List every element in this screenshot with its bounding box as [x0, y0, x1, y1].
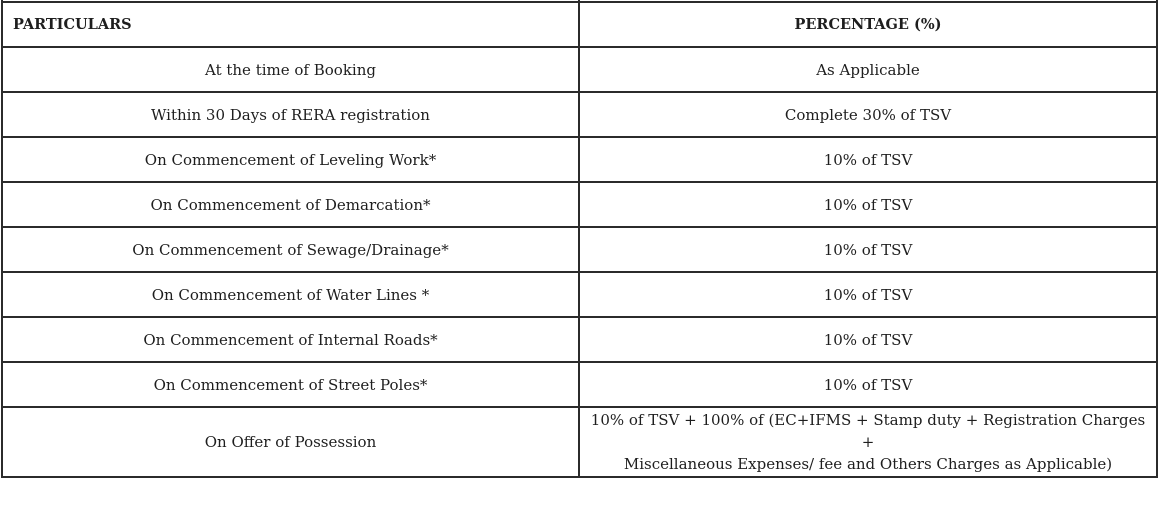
percentage-line: Miscellaneous Expenses/ fee and Others Charges as Applicable)	[623, 455, 1113, 473]
percentage-cell: 10% of TSV	[579, 137, 1157, 182]
table-header-row	[2, 2, 1157, 47]
payment-plan-table	[1, 0, 1158, 478]
percentage-header: PERCENTAGE (%)	[579, 2, 1157, 47]
percentage-line: 10% of TSV + 100% of (EC+IFMS + Stamp duty + Registration Charges +	[590, 411, 1146, 451]
percentage-cell: As Applicable	[579, 47, 1157, 92]
particular-cell: At the time of Booking	[2, 47, 579, 92]
particular-cell: Within 30 Days of RERA registration	[2, 92, 579, 137]
particular-cell: On Commencement of Water Lines *	[2, 272, 579, 317]
table-row	[2, 47, 1157, 92]
percentage-cell: 10% of TSV	[579, 227, 1157, 272]
percentage-cell: 10% of TSV	[579, 182, 1157, 227]
particular-cell: On Commencement of Demarcation*	[2, 182, 579, 227]
table-row	[2, 92, 1157, 137]
particular-cell: On Commencement of Leveling Work*	[2, 137, 579, 182]
table-row	[2, 272, 1157, 317]
particular-cell: On Commencement of Street Poles*	[2, 362, 579, 407]
particulars-header: PARTICULARS	[2, 2, 579, 47]
table-row	[2, 362, 1157, 407]
table-row	[2, 407, 1157, 477]
table-row	[2, 317, 1157, 362]
particular-cell: On Commencement of Internal Roads*	[2, 317, 579, 362]
particular-cell: On Offer of Possession	[2, 407, 579, 477]
table-row	[2, 182, 1157, 227]
percentage-cell: Complete 30% of TSV	[579, 92, 1157, 137]
percentage-cell	[579, 407, 1157, 477]
particular-cell: On Commencement of Sewage/Drainage*	[2, 227, 579, 272]
percentage-cell: 10% of TSV	[579, 272, 1157, 317]
percentage-cell: 10% of TSV	[579, 317, 1157, 362]
table-row	[2, 137, 1157, 182]
table-row	[2, 227, 1157, 272]
percentage-cell: 10% of TSV	[579, 362, 1157, 407]
